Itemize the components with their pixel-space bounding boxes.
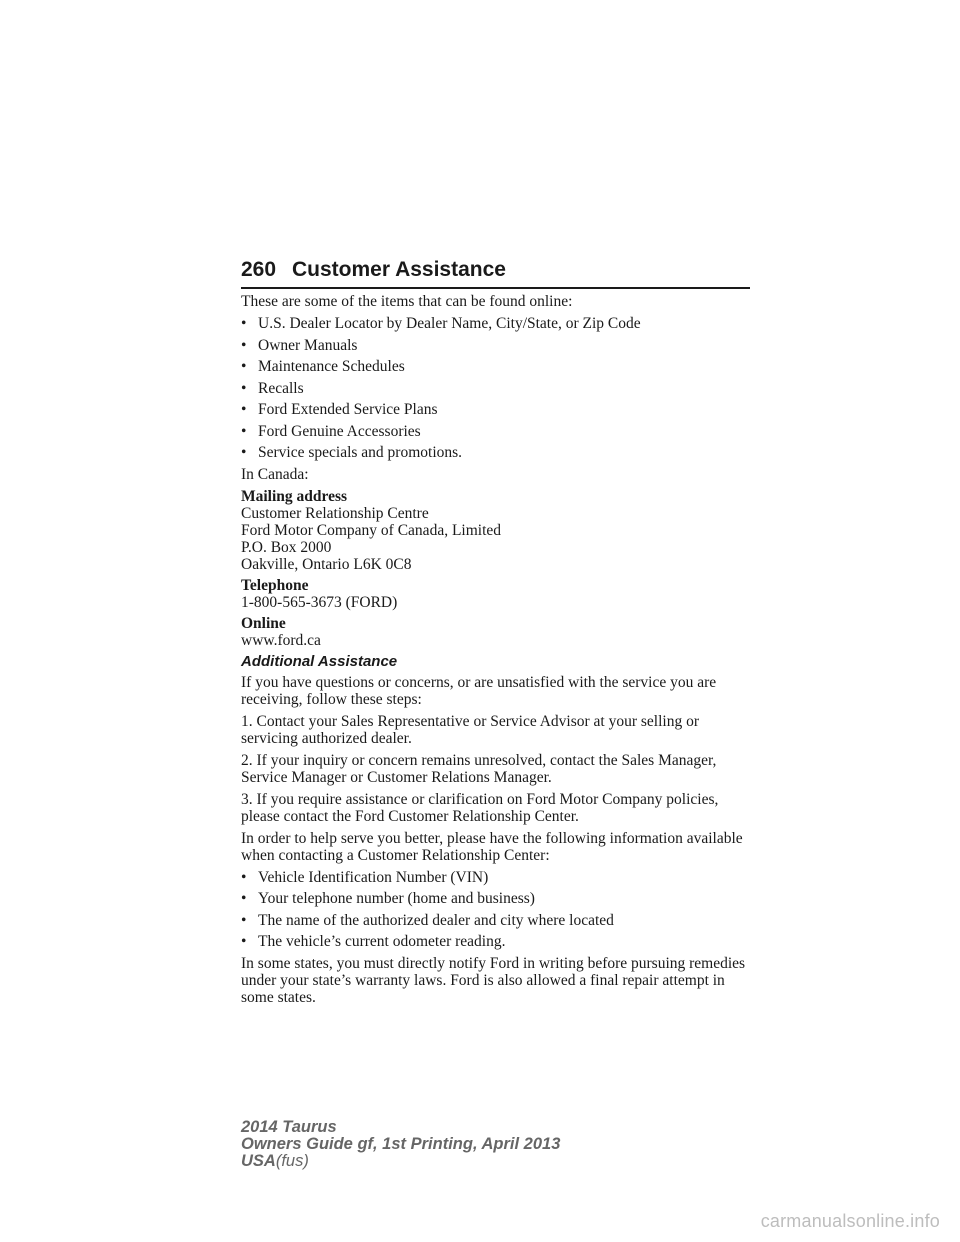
page-header [241, 256, 750, 284]
list-item: • Recalls [241, 379, 304, 397]
footer-vehicle: 2014 Taurus [241, 1118, 337, 1136]
header-divider [241, 287, 750, 289]
step-2: 2. If your inquiry or concern remains unresolved, contact the Sales Manager, Service Manager or Customer Relations Manager. [241, 751, 717, 786]
bullet-icon: • [241, 444, 247, 461]
info-intro: In order to help serve you better, please have the following information available when contacting a Customer Relationship Center: [241, 829, 743, 864]
bullet-icon: • [241, 336, 247, 354]
section-title: Customer Assistance [292, 258, 506, 281]
address-line: Ford Motor Company of Canada, Limited [241, 521, 502, 539]
info-items-list [241, 869, 751, 951]
list-item: • Service specials and promotions. [241, 444, 463, 461]
bullet-icon: • [241, 358, 247, 375]
address-line: Oakville, Ontario L6K 0C8 [241, 555, 412, 573]
bullet-icon: • [241, 422, 247, 440]
canada-label: In Canada: [241, 465, 309, 483]
online-block [241, 615, 751, 649]
telephone-label: Telephone [241, 576, 309, 594]
website-url: www.ford.ca [241, 631, 321, 649]
step-1: 1. Contact your Sales Representative or Service Advisor at your selling or servicing authorized dealer. [241, 712, 700, 747]
online-intro: These are some of the items that can be found online: [241, 293, 573, 310]
page-footer [241, 1119, 560, 1170]
page-number: 260 [241, 258, 277, 281]
closing-paragraph: In some states, you must directly notify Ford in writing before pursuing remedies under your state’s warranty laws. Ford is also allowed a final repair attempt in some states. [241, 954, 746, 1006]
bullet-icon: • [241, 868, 247, 886]
list-item: • Ford Genuine Accessories [241, 422, 421, 440]
telephone-block [241, 577, 751, 611]
mailing-address-block [241, 488, 751, 573]
mailing-address-label: Mailing address [241, 487, 348, 505]
list-item: • Maintenance Schedules [241, 358, 405, 375]
bullet-icon: • [241, 379, 247, 397]
step-3: 3. If you require assistance or clarification on Ford Motor Company policies, please contact the Ford Customer Relationship Center. [241, 790, 719, 825]
footer-market-name: USA [241, 1152, 276, 1170]
bullet-icon: • [241, 315, 247, 332]
online-label: Online [241, 614, 286, 632]
list-item: • Your telephone number (home and business) [241, 890, 535, 907]
list-item: • U.S. Dealer Locator by Dealer Name, City/State, or Zip Code [241, 315, 641, 332]
list-item: • The name of the authorized dealer and city where located [241, 911, 614, 929]
list-item: • The vehicle’s current odometer reading. [241, 933, 506, 950]
address-line: P.O. Box 2000 [241, 538, 332, 556]
page-body [241, 293, 751, 1011]
footer-printing: Owners Guide gf, 1st Printing, April 2013 [241, 1135, 561, 1153]
bullet-icon: • [241, 911, 247, 929]
footer-market-code: (fus) [275, 1152, 309, 1170]
list-item: • Owner Manuals [241, 336, 358, 354]
bullet-icon: • [241, 890, 247, 907]
online-items-list [241, 315, 751, 461]
bullet-icon: • [241, 933, 247, 950]
additional-intro: If you have questions or concerns, or are unsatisfied with the service you are receiving, follow these steps: [241, 673, 717, 708]
footer-market [241, 1153, 560, 1170]
additional-assistance-heading: Additional Assistance [241, 652, 398, 670]
list-item: • Ford Extended Service Plans [241, 401, 438, 418]
address-line: Customer Relationship Centre [241, 504, 429, 522]
list-item: • Vehicle Identification Number (VIN) [241, 868, 489, 886]
bullet-icon: • [241, 401, 247, 418]
watermark: carmanualsonline.info [760, 1211, 940, 1231]
telephone-number: 1-800-565-3673 (FORD) [241, 593, 398, 611]
